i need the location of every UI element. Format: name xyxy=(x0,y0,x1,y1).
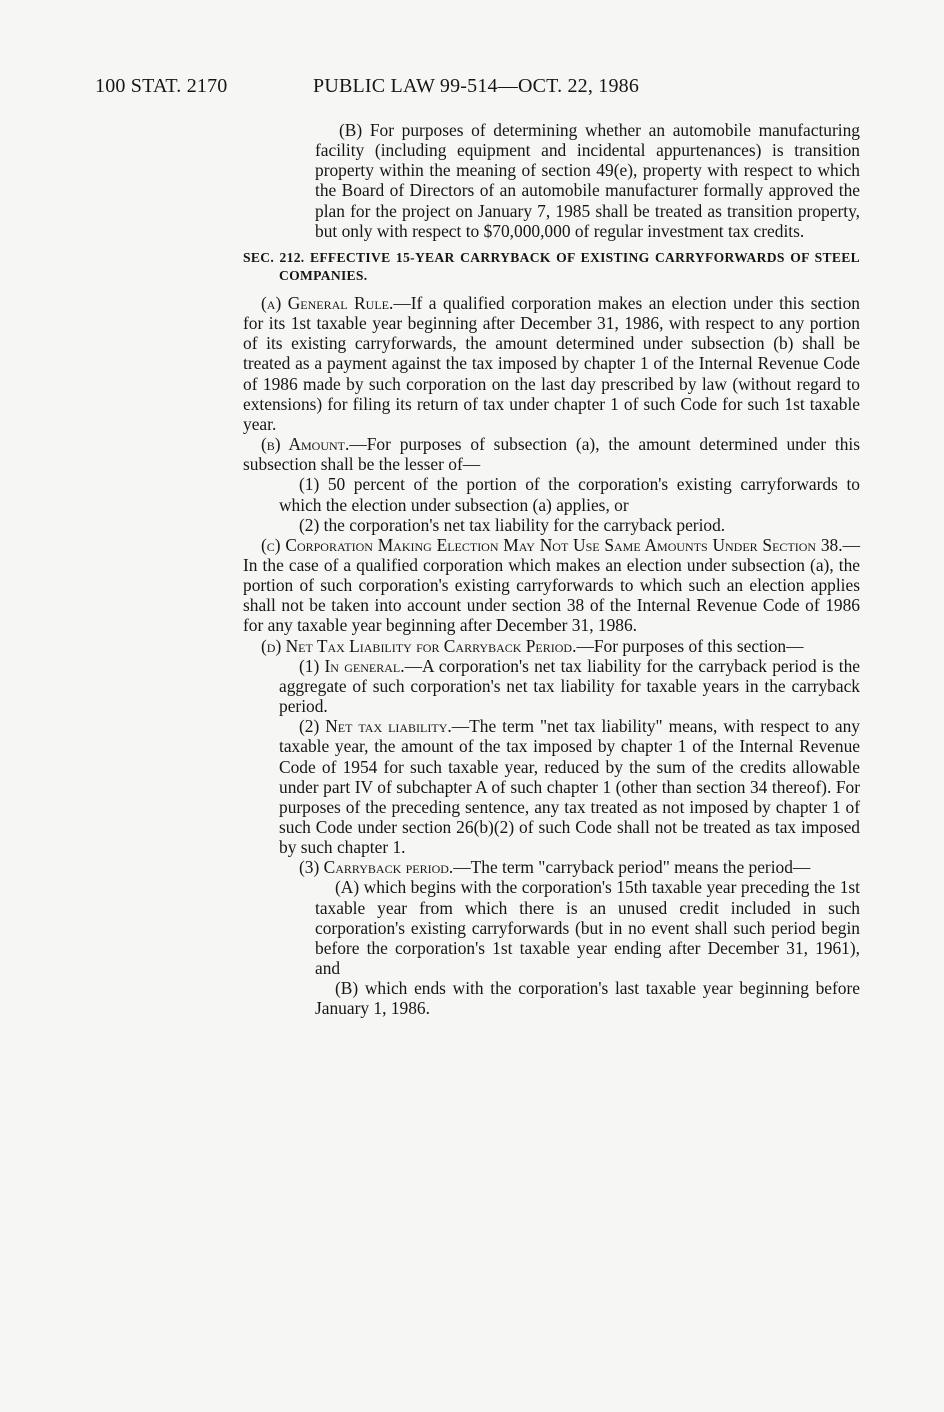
subparagraph-d3b: (B) which ends with the corporation's last taxable year beginning before January 1, 1986. xyxy=(315,978,860,1019)
subsection-d xyxy=(243,636,860,656)
public-law-title: PUBLIC LAW 99-514—OCT. 22, 1986 xyxy=(313,75,640,97)
paragraph-d2-label: (2) Net tax liability. xyxy=(299,716,452,737)
paragraph-b-transition-property: (B) For purposes of determining whether an automobile manufacturing facility (including equipment and incidental appurtenances) is transition property within the meaning of section 49(e), property with respect to which the Board of Directors of an automobile manufacturer formally approved the plan for the project on January 7, 1985 shall be treated as transition property, but only with respect to $70,000,000 of regular investment tax credits. xyxy=(315,120,860,241)
paragraph-d2-text: —The term "net tax liability" means, with respect to any taxable year, the amount of the tax imposed by chapter 1 of the Internal Revenue Code of 1954 for such taxable year, reduced by the sum of the credits allowable under part IV of subchapter A of such chapter 1 (other than section 34 thereof). For purposes of the preceding sentence, any tax treated as not imposed by chapter 1 of such Code under section 26(b)(2) of such Code shall not be treated as tax imposed by such chapter 1. xyxy=(279,716,860,858)
subsection-b-label: (b) Amount. xyxy=(261,434,350,455)
subsection-d-label: (d) Net Tax Liability for Carryback Period. xyxy=(261,635,577,656)
paragraph-d3-label: (3) Carryback period. xyxy=(299,857,454,878)
subparagraph-d3a: (A) which begins with the corporation's 15th taxable year preceding the 1st taxable year from which there is an unused credit included in such corporation's existing carryforwards (but in no event shall such period begin before the corporation's 1st taxable year ending after December 31, 1961), and xyxy=(315,877,860,979)
subsection-b-text: —For purposes of subsection (a), the amount determined under this subsection shall be the lesser of— xyxy=(243,434,860,475)
section-212-heading: SEC. 212. EFFECTIVE 15-YEAR CARRYBACK OF EXISTING CARRYFORWARDS OF STEEL COMPANIES. xyxy=(243,249,860,283)
paragraph-d1 xyxy=(243,656,860,716)
statute-page-citation: 100 STAT. 2170 xyxy=(95,75,228,97)
document-body xyxy=(243,120,860,1019)
subsection-a-text: —If a qualified corporation makes an election under this section for its 1st taxable year beginning after December 31, 1986, with respect to any portion of its existing carryforwards, the amount determined under subsection (b) shall be treated as a payment against the tax imposed by chapter 1 of the Internal Revenue Code of 1986 made by such corporation on the last day prescribed by law (without regard to extensions) for filing its return of tax under chapter 1 of such Code for such 1st taxable year. xyxy=(243,292,860,434)
paragraph-d3-text: —The term "carryback period" means the period— xyxy=(453,857,811,878)
subsection-a-label: (a) General Rule. xyxy=(261,292,394,313)
subsection-c-label: (c) Corporation Making Election May Not Use Same Amounts Under Section xyxy=(261,534,817,555)
subsection-b xyxy=(243,434,860,474)
paragraph-d1-label: (1) In general. xyxy=(299,655,405,676)
subsection-d-text: —For purposes of this section— xyxy=(576,635,804,656)
subsection-c-text: 38.—In the case of a qualified corporation which makes an election under subsection (a), the portion of such corporation's existing carryforwards to which such an election applies shall not be taken into account under section 38 of the Internal Revenue Code of 1986 for any taxable year beginning after December 31, 1986. xyxy=(243,534,860,636)
paragraph-d3 xyxy=(243,857,860,877)
paragraph-b2: (2) the corporation's net tax liability for the carryback period. xyxy=(299,514,726,535)
paragraph-b1: (1) 50 percent of the portion of the corporation's existing carryforwards to which the election under subsection (a) applies, or xyxy=(279,474,860,515)
subsection-c xyxy=(243,535,860,636)
paragraph-d2 xyxy=(243,716,860,857)
paragraph-d1-text: —A corporation's net tax liability for the carryback period is the aggregate of such corporation's net tax liability for taxable years in the carryback period. xyxy=(279,655,860,717)
running-header xyxy=(95,75,860,105)
subsection-a xyxy=(243,293,860,434)
